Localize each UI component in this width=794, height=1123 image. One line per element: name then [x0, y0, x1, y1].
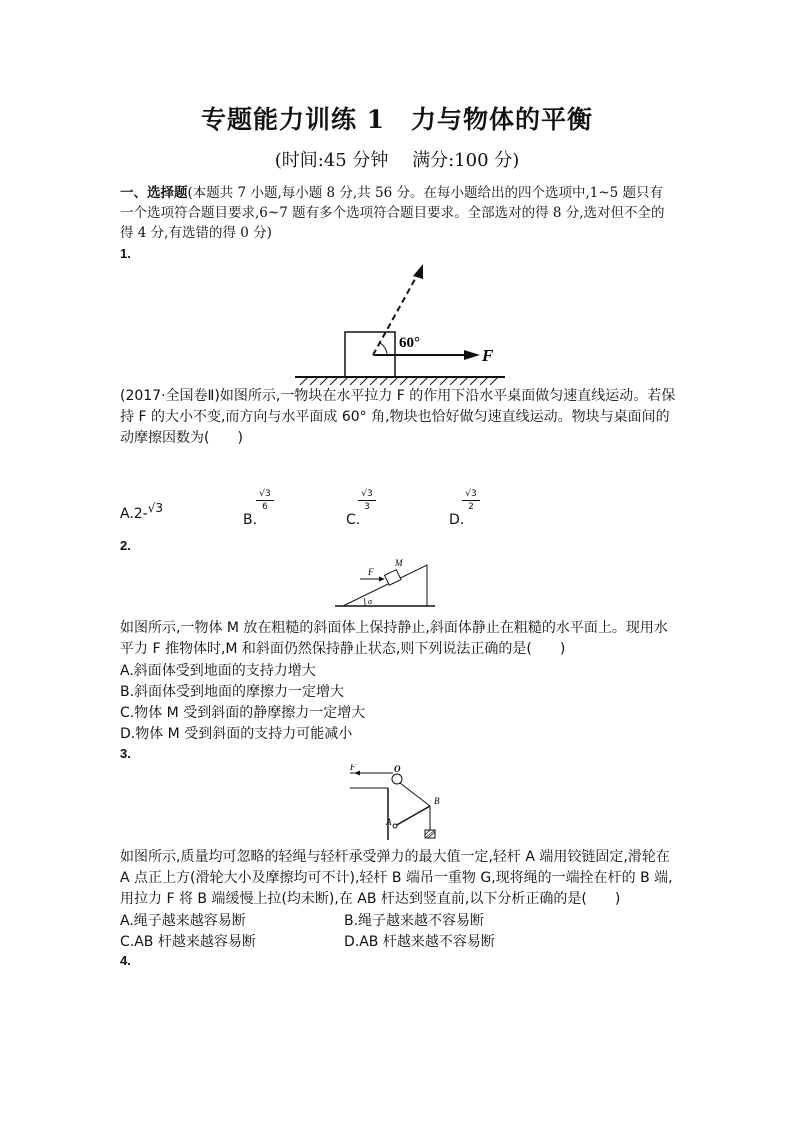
q1-dashed-arrowhead — [413, 264, 423, 279]
q3-option-d: D.AB 杆越来越不容易断 — [344, 934, 495, 950]
q1-ground-hatch — [300, 377, 498, 385]
q1-option-c-num: √3 — [358, 488, 376, 501]
q1-option-b-prefix: B. — [243, 512, 258, 528]
q2-option-d: D.物体 M 受到斜面的支持力可能减小 — [120, 726, 353, 742]
q2-number: 2. — [120, 538, 131, 553]
q1-figure — [290, 255, 510, 385]
q3-force-label: F — [350, 764, 356, 772]
q2-option-c: C.物体 M 受到斜面的静摩擦力一定增大 — [120, 705, 366, 721]
section-intro — [120, 183, 675, 243]
q1-option-b-fraction — [256, 488, 274, 513]
q1-force-label: F — [482, 346, 494, 365]
q2-figure — [335, 555, 435, 610]
q2-force-label: F — [368, 567, 374, 577]
q3-number: 3. — [120, 746, 131, 761]
q3-b-label: B — [434, 796, 440, 806]
q1-option-b-den: 6 — [262, 502, 268, 512]
q1-option-c-prefix: C. — [346, 512, 361, 528]
q1-force-arrowhead — [464, 350, 480, 360]
q1-option-c-den: 3 — [364, 502, 370, 512]
section-heading: 一、选择题 — [120, 185, 188, 201]
q3-text: 如图所示,质量均可忽略的轻绳与轻杆承受弹力的最大值一定,轻杆 A 端用铰链固定,滑轮在 A 点正上方(滑轮大小及摩擦均可不计),轻杆 B 端吊一重物 G,现将绳的一端拴在杆的 B 端,用拉力 F 将 B 端缓慢上拉(均未断),在 AB 杆达到竖直前,以下分析正确的是( ) — [120, 849, 673, 907]
q3-o-label: O — [394, 764, 401, 774]
q1-angle-label: 60° — [399, 335, 420, 351]
q1-option-a-sqrt: √3 — [147, 501, 164, 515]
q1-option-d-den: 2 — [468, 502, 474, 512]
q3-option-a: A.绳子越来越容易断 — [120, 913, 246, 929]
q2-force-arrowhead — [379, 577, 385, 582]
q2-incline — [343, 565, 427, 606]
q2-block — [385, 570, 402, 586]
q3-figure — [350, 764, 450, 844]
section-text: (本题共 7 小题,每小题 8 分,共 56 分。在每小题给出的四个选项中,1~5 题只有一个选项符合题目要求,6~7 题有多个选项符合题目要求。全部选对的得 8 分,选对但不全的得 4 分,有选错的得 0 分) — [120, 185, 665, 241]
q1-text: (2017·全国卷Ⅱ)如图所示,一物块在水平拉力 F 的作用下沿水平桌面做匀速直线运动。若保持 F 的大小不变,而方向与水平面成 60° 角,物块也恰好做匀速直线运动。物块与桌面间的动摩擦因数为( ) — [120, 388, 676, 446]
q1-option-a — [120, 501, 164, 522]
q2-text: 如图所示,一物体 M 放在粗糙的斜面体上保持静止,斜面体静止在粗糙的水平面上。现用水平力 F 推物体时,M 和斜面仍然保持静止状态,则下列说法正确的是( ) — [120, 620, 668, 657]
q2-angle-arc — [364, 598, 365, 606]
q3-pulley — [392, 774, 402, 784]
q2-mass-label: M — [395, 558, 403, 568]
q1-option-d-prefix: D. — [449, 512, 465, 528]
q2-angle-label: α — [368, 597, 373, 606]
q3-rope-to-b — [400, 783, 430, 806]
page-subtitle: (时间:45 分钟 满分:100 分) — [274, 150, 520, 171]
q1-option-c-fraction — [358, 488, 376, 513]
q1-option-a-prefix: A.2- — [120, 506, 148, 522]
q3-option-b: B.绳子越来越不容易断 — [344, 913, 485, 929]
q3-option-c: C.AB 杆越来越容易断 — [120, 934, 256, 950]
q2-option-b: B.斜面体受到地面的摩擦力一定增大 — [120, 684, 345, 700]
q1-angle-arc — [380, 343, 387, 355]
q3-rod-ab — [395, 806, 430, 826]
page-title: 专题能力训练 1 力与物体的平衡 — [200, 105, 594, 134]
q3-hinge-a — [393, 824, 397, 828]
q1-option-d-num: √3 — [462, 488, 480, 501]
q1-option-d-fraction — [462, 488, 480, 513]
q3-a-label: A — [386, 817, 392, 827]
q1-number: 1. — [120, 246, 131, 261]
q1-option-b-num: √3 — [256, 488, 274, 501]
q2-option-a: A.斜面体受到地面的支持力增大 — [120, 663, 316, 679]
q4-number: 4. — [120, 953, 131, 968]
